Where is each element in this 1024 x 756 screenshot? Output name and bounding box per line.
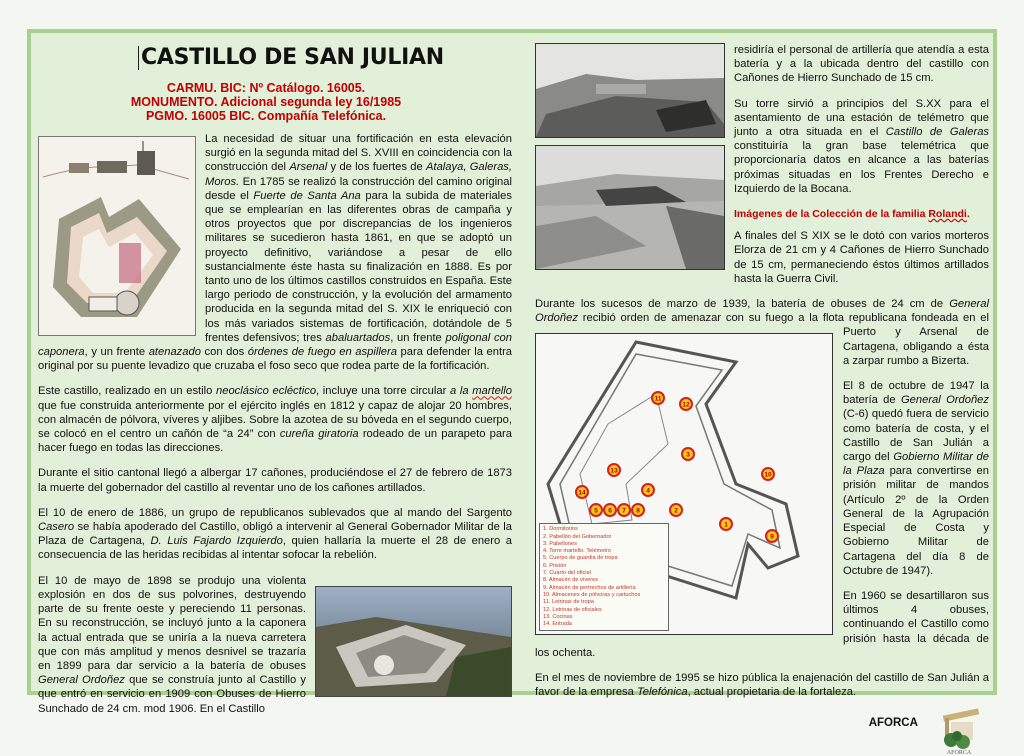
italic-text: Casero xyxy=(38,521,75,534)
legend-item: 4. Torre martello. Telémetro xyxy=(543,548,611,555)
text-run: que se construía junto al Castillo y que entró en servicio en 1909 con Obuses de Hierro Sunchado de 24 cm. mod 1906. En el Castillo xyxy=(38,674,306,715)
text-run: con dos xyxy=(200,346,248,359)
plan-legend xyxy=(539,523,669,631)
italic-text: Gobierno Militar de la Plaza xyxy=(843,451,989,478)
paragraph xyxy=(38,506,512,563)
italic-text: neoclásico ecléctico xyxy=(216,385,317,398)
italic-text: Fuerte de Santa Ana xyxy=(253,189,361,202)
plan-marker-label: 2 xyxy=(674,507,678,515)
subtitle-catalog: CARMU. BIC: Nº Catálogo. 16005. xyxy=(166,81,366,95)
text-run: para defender la entra original por su puente levadizo que cruzaba el foso seco que rodea parte de la fortificación. xyxy=(38,346,513,373)
text-run: , quien hallaría la muerte el 28 de enero a consecuencia de las heridas recibidas al intentar sofocar la rebelión. xyxy=(38,535,513,562)
subtitle-pgmo: PGMO. 16005 BIC. Compañía Telefónica. xyxy=(145,109,387,123)
text-run: se había apoderado del Castillo, obligó a intervenir al General Gobernador Militar de la Plaza de Cartagena, xyxy=(38,521,512,548)
text-run: , y un frente xyxy=(84,346,149,359)
text-run: (C-6) quedó fuera de servicio como batería de costa, y el Castillo de San Julián a cargo del xyxy=(843,408,989,464)
plan-marker-label: 3 xyxy=(686,451,690,459)
plan-marker-label: 7 xyxy=(622,507,626,515)
paragraph xyxy=(535,671,989,699)
paragraph xyxy=(38,574,512,716)
text-run: rodeado de un parapeto para hacer fuego en todas las direcciones. xyxy=(38,428,513,455)
text-run: El 10 de enero de 1886, un grupo de republicanos sublevados que al mando del Sargento xyxy=(38,506,512,519)
italic-text: órdenes de fuego en aspillera xyxy=(247,346,397,359)
italic-text: poligonal con caponera xyxy=(38,331,512,359)
signature: AFORCA xyxy=(868,717,918,730)
credit-prefix: Imágenes de la Colección de la familia xyxy=(734,208,929,221)
heritage-info xyxy=(91,81,441,123)
text-run: para convertirse en prisión militar de mandos (Artículo 2º de la Orden General de la Agrupación Especial de Costa y Gobierno Militar de Cartagena del día 8 de Octubre de 1947). xyxy=(843,465,989,577)
document-page xyxy=(27,29,997,756)
italic-text: abaluartados xyxy=(325,331,391,344)
plan-marker-label: 13 xyxy=(610,467,618,475)
italic-text: a la xyxy=(449,385,473,398)
plan-marker-label: 10 xyxy=(764,471,772,479)
right-column xyxy=(535,43,989,756)
plan-marker-label: 1 xyxy=(724,521,728,529)
historic-photos xyxy=(535,43,725,277)
svg-text:AFORCA: AFORCA xyxy=(946,750,972,756)
italic-text: martello xyxy=(472,385,512,398)
italic-text: cureña giratoria xyxy=(279,428,359,441)
text-run: Durante el sitio cantonal llegó a albergar 17 cañones, produciéndose el 27 de febrero de 1873 la muerte del gobernador del castillo al reventar uno de los cañones artillados. xyxy=(38,467,512,494)
plan-marker-label: 14 xyxy=(578,489,586,497)
text-run: que fue construida anteriormente por el ejército inglés en 1812 y capaz de alojar 20 hombres, con almacén de pólvora, víveres y aljibes. Sobre la azotea de su bóveda en el segundo cuerpo, se colocó en el centro un cañón de “a 24” con xyxy=(38,399,512,441)
legend-item: 7. Cuarto del oficial xyxy=(543,570,591,577)
text-run: para la subida de materiales que se emplearían en las diferentes obras de campaña y otros proyectos que por discrepancias de los ingenieros militares se sucedieron hasta 1861, en que se adoptó un proyecto definitivo, variándose a pesar de ello sustancialmente éste hasta su finalización en 1888. Es por tanto uno de los últimos castillos construidos en España. Este largo periodo de construcción, y la evolución del armamento producida en la segunda mitad del S. XIX le enriqueció con los más variados sistemas de fortificación, dotándole de 5 frentes defensivos; tres xyxy=(205,189,512,344)
text-run: , incluye una torre circular xyxy=(316,385,450,398)
text-run: Su torre sirvió a principios del S.XX para el asentamiento de una estación de telémetro que junto a otra situada en el xyxy=(734,97,989,139)
page-footer xyxy=(535,708,989,756)
left-column xyxy=(38,132,512,727)
text-run: recibió orden de amenazar con su fuego a la flota xyxy=(577,312,849,325)
plan-marker-label: 5 xyxy=(594,507,598,515)
plan-marker-label: 6 xyxy=(608,507,612,515)
text-run: En 1960 se desartillaron sus últimos 4 obuses, continuando el Castillo como prisión hasta la década de los ochenta. xyxy=(535,589,989,659)
text-run: residiría el personal de artillería que atendía a esta batería y a la ubicada dentro del castillo con Cañones de Hierro Sunchado de 15 cm. xyxy=(734,44,989,85)
historic-photo-battery xyxy=(535,43,725,138)
text-run: El 10 de mayo de 1898 se produjo una violenta explosión en dos de sus polvorines, destruyendo parte de su frente oeste y pereciendo 11 personas. En su reconstrucción, se incluyó junto a la caponera la actual entrada que se uniría a la nueva carretera que con más amplitud y menos desnivel se trazaría en 1899 para dar servicio a la batería de obuses xyxy=(38,574,306,672)
historic-photo-castle xyxy=(535,145,725,270)
plan-marker-label: 9 xyxy=(770,533,774,541)
italic-text: Castillo de Galeras xyxy=(885,126,990,139)
italic-text: General Ordoñez xyxy=(535,298,989,325)
italic-text: atenazado xyxy=(148,346,201,359)
text-run: En el mes de noviembre de 1995 se hizo pública la enajenación del castillo de San Julián a favor de la empresa xyxy=(535,671,989,699)
text-run: Durante los sucesos de marzo de 1939, la batería de obuses de 24 cm de xyxy=(535,298,950,311)
legend-item: 3. Pabellones xyxy=(543,540,577,547)
text-run: El 8 de octubre de 1947 la batería de xyxy=(843,380,989,407)
plan-marker-label: 12 xyxy=(682,401,690,409)
credit-name: Rolandi xyxy=(928,208,967,221)
page-title: CASTILLO DE SAN JULIAN xyxy=(141,45,444,70)
text-run: constituiría la gran base telemétrica que proporcionaría datos en alcance a las baterías próximas situadas en los Frentes Derecho e Izquierdo de la Bocana. xyxy=(734,140,989,195)
paragraph xyxy=(38,466,512,494)
legend-item: 5. Cuerpo de guardia de tropa xyxy=(543,555,618,562)
aforca-logo xyxy=(935,708,983,756)
castle-floor-plan xyxy=(535,333,833,635)
italic-text: D. Luis Fajardo Izquierdo xyxy=(150,535,283,548)
italic-text: General Ordoñez xyxy=(900,394,989,407)
text-run: La necesidad de situar una fortificación en esta elevación surgió en la segunda mitad del S. XVIII en coincidencia con la construcción del xyxy=(205,133,512,174)
text-run: Este castillo, realizado en un estilo xyxy=(38,385,216,398)
text-run: y de los fuertes de xyxy=(327,161,426,174)
italic-text: Arsenal xyxy=(289,161,328,174)
text-run: republicana fondeada en el Puerto y Arsenal de Cartagena, obligando a ésta a zarpar rumbo a Bizerta. xyxy=(843,312,989,367)
subtitle-monument: MONUMENTO. Adicional segunda ley 16/1985 xyxy=(130,95,402,109)
text-run: En 1785 se realizó la construcción del camino original desde el xyxy=(205,175,512,202)
legend-item: 6. Prisión xyxy=(543,562,567,569)
historic-plan-drawing xyxy=(38,136,196,336)
legend-item: 1. Dormitorios xyxy=(543,526,578,533)
italic-text: Atalaya, Galeras, Moros. xyxy=(205,161,512,188)
plan-marker-label: 11 xyxy=(654,395,662,403)
paragraph xyxy=(38,384,512,455)
legend-item: 12. Letrinas de oficiales xyxy=(543,606,602,613)
legend-item: 11. Letrinas de tropa xyxy=(543,599,594,606)
credit-suffix: . xyxy=(966,208,970,221)
italic-text: Telefónica xyxy=(636,686,688,699)
plan-marker-label: 4 xyxy=(646,487,650,495)
plan-marker-label: 8 xyxy=(636,507,640,515)
legend-item: 10. Almacenes de pólvoras y cartuchos xyxy=(543,591,641,598)
italic-text: General Ordoñez xyxy=(38,674,125,687)
text-run: A finales del S XIX se le dotó con varios morteros Elorza de 21 cm y 4 Cañones de Hierro Sunchado de 15 cm, permaneciendo éstos últimos artillados hasta la Guerra Civil. xyxy=(734,230,989,285)
text-run: , un frente xyxy=(390,331,446,344)
text-cursor xyxy=(138,46,139,70)
aerial-castle-photo xyxy=(315,586,512,697)
legend-item: 14. Entrada xyxy=(543,621,572,628)
text-run: , actual propietaria de la fortaleza. xyxy=(687,686,857,699)
legend-item: 9. Almacén de pertrechos de artillería xyxy=(543,584,636,591)
legend-item: 13. Cocinas xyxy=(543,613,573,620)
legend-item: 2. Pabellón del Gobernador xyxy=(543,533,612,540)
legend-item: 8. Almacén de víveres xyxy=(543,577,599,584)
